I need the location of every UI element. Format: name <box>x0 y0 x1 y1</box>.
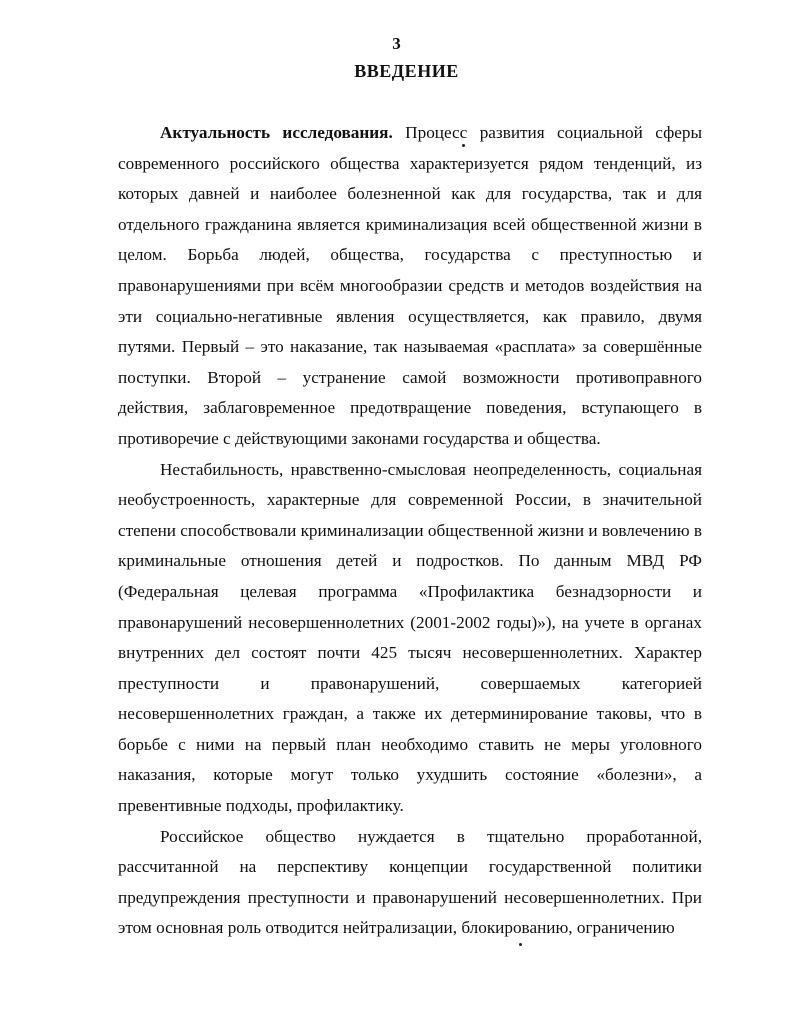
paragraph-instability: Нестабильность, нравственно-смысловая неопределенность, социальная необустроенность, характерные для современной России, в значительной степени способствовали криминализации общественной жизни и вовлечению в криминальные отношения детей и подростков. По данным МВД РФ (Федеральная целевая программа «Профилактика безнадзорности и правонарушений несовершеннолетних (2001-2002 годы)»), на учете в органах внутренних дел состоят почти 425 тысяч несовершеннолетних. Характер преступности и правонарушений, совершаемых категорией несовершеннолетних граждан, а также их детерминирование таковы, что в борьбе с ними на первый план необходимо ставить не меры уголовного наказания, которые могут только ухудшить состояние «болезни», а превентивные подходы, профилактику. <box>118 459 702 816</box>
paragraph-lead: Актуальность исследования. <box>160 123 393 142</box>
scan-speck <box>519 943 522 946</box>
scan-speck <box>462 144 465 147</box>
body-text <box>118 118 702 944</box>
paragraph-text: Процесс развития социальной сферы современного российского общества характеризуется рядом тенденций, из которых давней и наиболее болезненной как для государства, так и для отдельного гражданина является криминализация всей общественной жизни в целом. Борьба людей, общества, государства с преступностью и правонарушениями при всём многообразии средств и методов воздействия на эти социально-негативные явления осуществляется, как правило, двумя путями. Первый – это наказание, так называемая «расплата» за совершённые поступки. Второй – устранение самой возможности противоправного действия, заблаговременное предотвращение поведения, вступающего в противоречие с действующими законами государства и общества. <box>118 123 702 448</box>
paragraph-relevance <box>118 118 702 455</box>
section-heading: ВВЕДЕНИЕ <box>354 61 459 81</box>
paragraph-russian-society: Российское общество нуждается в тщательно проработанной, рассчитанной на перспективу концепции государственной политики предупреждения преступности и правонарушений несовершеннолетних. При этом основная роль отводится нейтрализации, блокированию, ограничению <box>118 826 702 938</box>
page-number: 3 <box>392 34 401 53</box>
